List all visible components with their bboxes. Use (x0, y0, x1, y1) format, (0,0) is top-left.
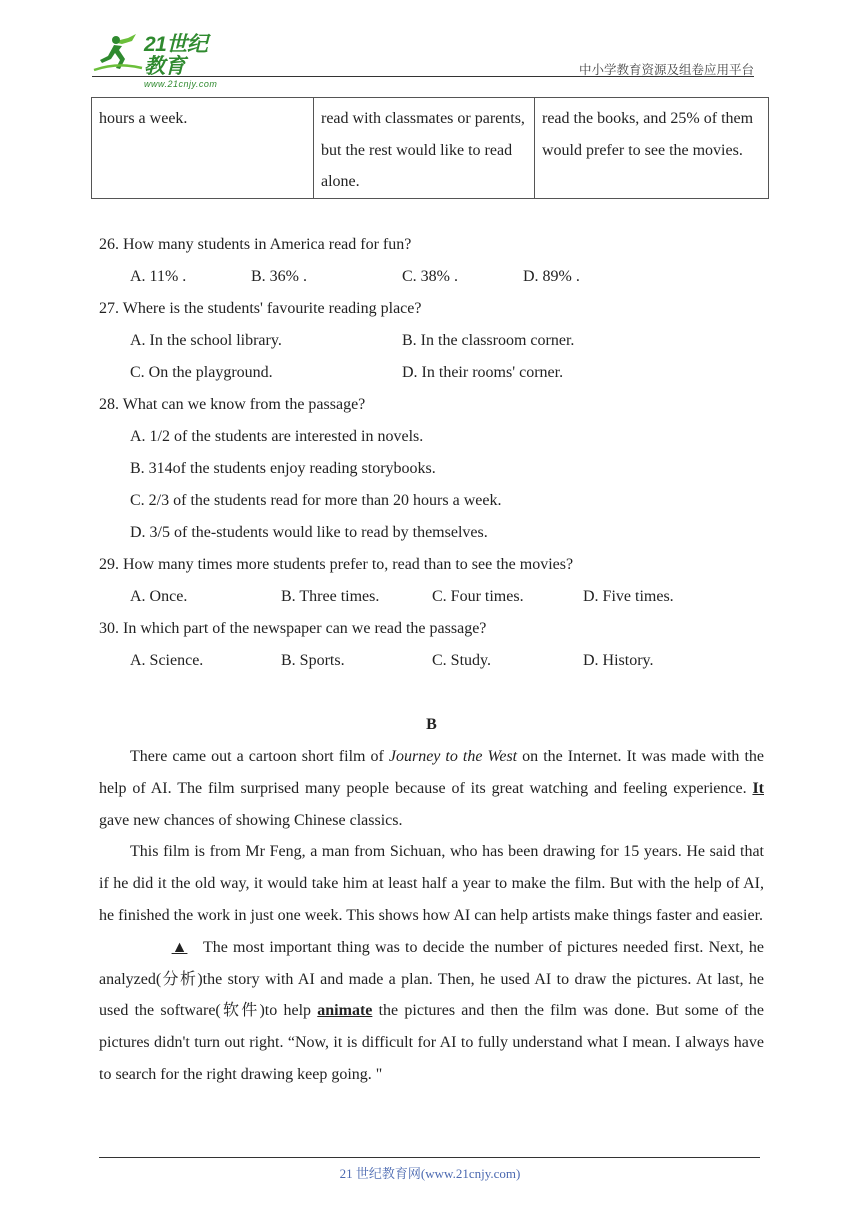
option: C. On the playground. (130, 364, 273, 381)
underlined-word: animate (317, 1002, 373, 1020)
question-29-options (99, 581, 764, 613)
option: B. 314of the students enjoy reading storybooks. (130, 460, 436, 477)
table-cell: read with classmates or parents, but the rest would like to read alone. (314, 98, 535, 199)
text-run: gave new chances of showing Chinese classics. (99, 811, 403, 829)
text-run: There came out a cartoon short film of (130, 748, 389, 765)
page-content (99, 229, 764, 1091)
site-logo (92, 32, 218, 89)
option: A. Science. (130, 652, 204, 669)
option: C. Four times. (432, 588, 524, 605)
logo-text (144, 34, 217, 89)
header-divider (92, 76, 754, 77)
question-27-options (99, 325, 764, 357)
option: B. 36% . (251, 268, 307, 285)
option: C. 2/3 of the students read for more than 20 hours a week. (130, 492, 502, 509)
table-cell: read the books, and 25% of them would prefer to see the movies. (535, 98, 769, 199)
footer-divider (99, 1157, 760, 1158)
survey-table (91, 97, 769, 199)
option: D. History. (583, 652, 654, 669)
passage-paragraph: This film is from Mr Feng, a man from Sichuan, who has been drawing for 15 years. He said that if he did it the old way, it would take him at least half a year to make the film. But with the help of AI, he finished the work in just one week. This shows how AI can help artists make things faster and easier. (99, 843, 764, 924)
option: D. Five times. (583, 588, 674, 605)
question-26-options (99, 261, 764, 293)
page-header (92, 30, 762, 89)
passage-paragraph (99, 741, 764, 836)
logo-url: www.21cnjy.com (144, 79, 218, 89)
option: D. In their rooms' corner. (402, 364, 564, 381)
option: A. Once. (130, 588, 188, 605)
option: D. 3/5 of the-students would like to read by themselves. (130, 524, 488, 541)
question-29-stem: 29. How many times more students prefer to, read than to see the movies? (99, 556, 574, 573)
question-30-options (99, 645, 764, 677)
option: C. Study. (432, 652, 491, 669)
option: B. Three times. (281, 588, 380, 605)
question-27-stem: 27. Where is the students' favourite reading place? (99, 300, 422, 317)
question-27-options (99, 357, 764, 389)
spacer (99, 677, 764, 709)
platform-label: 中小学教育资源及组卷应用平台 (578, 62, 754, 77)
question-26-stem: 26. How many students in America read for fun? (99, 236, 412, 253)
option: A. 11% . (130, 268, 187, 285)
text-run: the pictures and then the film was done. But some of the pictures didn't turn out right. “Now, it is difficult for AI to fully understand what I mean. I always have to search for the right drawing keep going. " (99, 1002, 764, 1083)
option: B. Sports. (281, 652, 345, 669)
text-run: The most important thing was to decide the number of pictures needed first. Next, he analyzed(分析)the story with AI and made a plan. Then, he used AI to draw the pictures. At last, he used the software(软件)to help (99, 938, 764, 1020)
answer-blank: ▲ (171, 938, 188, 956)
text-run: on the Internet. It was made with the help of AI. The film surprised many people because of its great watching and feeling experience. (99, 748, 765, 797)
option: D. 89% . (523, 268, 580, 285)
passage-paragraph (99, 932, 764, 1091)
question-30-stem: 30. In which part of the newspaper can we read the passage? (99, 620, 487, 637)
runner-logo-icon (92, 32, 144, 72)
underlined-word: It (752, 779, 764, 797)
footer-text: 21 世纪教育网(www.21cnjy.com) (339, 1166, 521, 1181)
film-title: Journey to the West (388, 748, 518, 765)
table-cell: hours a week. (92, 98, 314, 199)
option: C. 38% . (402, 268, 458, 285)
table-row (92, 98, 769, 199)
logo-name: 21世纪教育 (144, 33, 208, 78)
option: A. 1/2 of the students are interested in novels. (130, 428, 424, 445)
question-28-stem: 28. What can we know from the passage? (99, 396, 366, 413)
option: A. In the school library. (130, 332, 282, 349)
section-heading: B (426, 716, 437, 733)
option: B. In the classroom corner. (402, 332, 575, 349)
